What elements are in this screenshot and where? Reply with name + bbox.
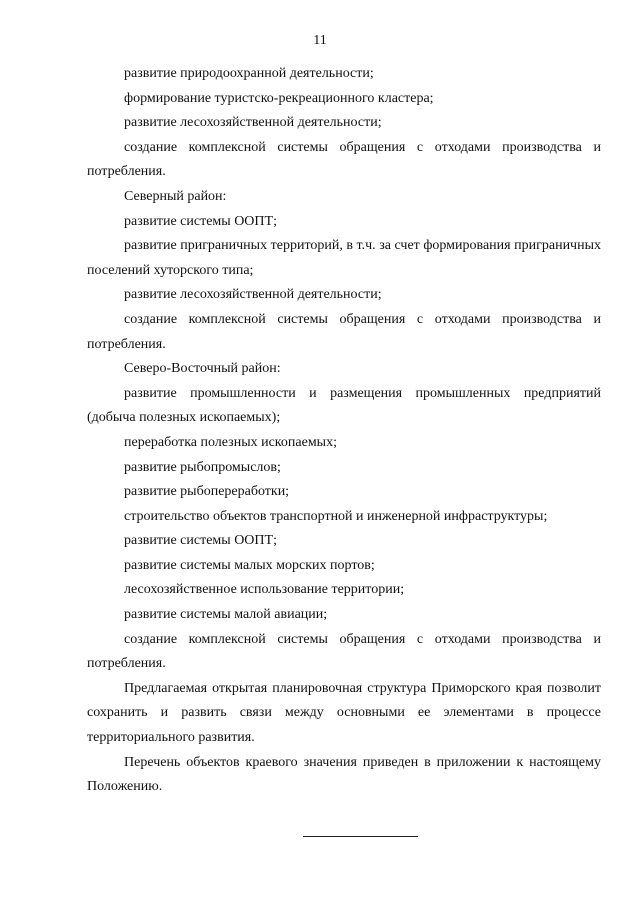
paragraph: создание комплексной системы обращения с отходами производства и потребления.	[87, 631, 601, 672]
paragraph: развитие лесохозяйственной деятельности;	[124, 115, 382, 131]
paragraph: развитие системы ООПТ;	[124, 533, 277, 549]
paragraph: создание комплексной системы обращения с отходами производства и потребления.	[87, 311, 601, 352]
paragraph: развитие системы малых морских портов;	[124, 557, 375, 573]
section-heading: Северный район:	[124, 188, 227, 204]
paragraph: развитие системы ООПТ;	[124, 213, 277, 229]
paragraph: лесохозяйственное использование территории;	[124, 582, 405, 598]
paragraph: развитие лесохозяйственной деятельности;	[124, 287, 382, 303]
paragraph: Перечень объектов краевого значения приведен в приложении к настоящему Положению.	[87, 754, 601, 795]
paragraph: формирование туристско-рекреационного кластера;	[124, 90, 434, 106]
paragraph: развитие рыбопромыслов;	[124, 459, 281, 475]
document-body	[87, 62, 601, 800]
paragraph: развитие системы малой авиации;	[124, 607, 328, 623]
paragraph: развитие промышленности и размещения промышленных предприятий (добыча полезных ископаемых);	[87, 385, 601, 426]
paragraph: развитие приграничных территорий, в т.ч. за счет формирования приграничных поселений хуторского типа;	[87, 238, 601, 278]
section-heading: Северо-Восточный район:	[124, 361, 281, 377]
page-number: 11	[313, 33, 327, 48]
closing-rule	[303, 836, 418, 837]
paragraph: создание комплексной системы обращения с отходами производства и потребления.	[87, 139, 601, 180]
paragraph: строительство объектов транспортной и инженерной инфраструктуры;	[124, 508, 548, 524]
paragraph: Предлагаемая открытая планировочная структура Приморского края позволит сохранить и развить связи между основными ее элементами в процессе территориального развития.	[87, 680, 601, 746]
paragraph: развитие рыбопереработки;	[124, 484, 290, 500]
paragraph: развитие природоохранной деятельности;	[124, 66, 374, 81]
paragraph: переработка полезных ископаемых;	[124, 434, 337, 450]
